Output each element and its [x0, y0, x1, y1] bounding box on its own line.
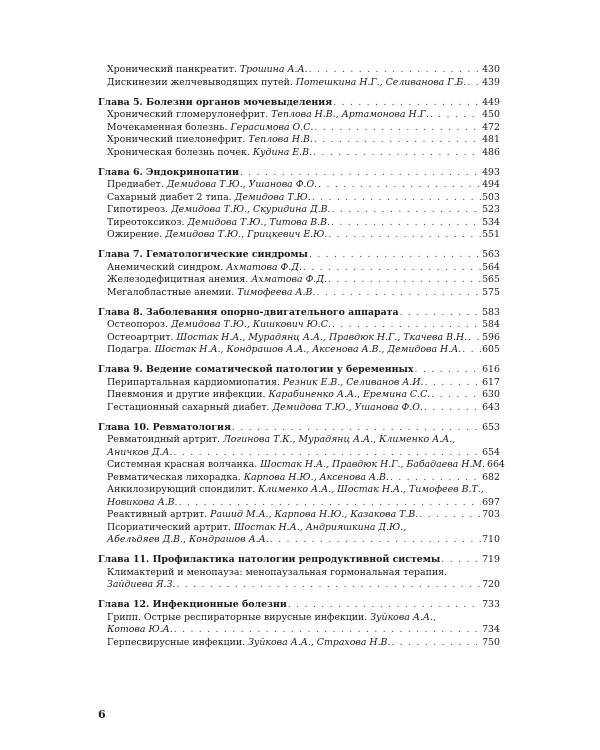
chapter-heading — [98, 167, 500, 180]
entry-title: Реактивный артрит. — [107, 509, 208, 520]
entry-authors: Шостак Н.А., Правдюк Н.Г., Бабадаева Н.М. — [260, 459, 485, 470]
entry-title: Пневмония и другие инфекции. — [107, 389, 266, 400]
entry-title: Мочекаменная болезнь. — [107, 121, 228, 133]
toc-section — [98, 307, 500, 357]
entry-page: 584 — [482, 319, 500, 330]
dot-leader — [441, 554, 481, 567]
entry-page: 697 — [482, 496, 500, 508]
entry-authors: Логинова Т.К., Мурадянц А.А., Клименко А.А., — [222, 434, 456, 445]
entry-page: 564 — [482, 261, 500, 273]
toc-entry — [98, 637, 500, 650]
entry-authors: Тимофеева А.В. — [237, 286, 316, 298]
dot-leader — [425, 377, 482, 390]
dot-leader — [462, 344, 481, 357]
toc-entry — [98, 459, 505, 472]
entry-authors: Демидова Т.Ю., Ушанова Ф.О. — [166, 179, 318, 190]
entry-text — [107, 287, 315, 300]
dot-leader — [309, 64, 482, 77]
chapter-page: 653 — [482, 421, 500, 433]
entry-text — [107, 344, 461, 357]
entry-page: 734 — [482, 624, 500, 635]
chapter-page: 733 — [482, 599, 500, 610]
entry-authors: Герасимова О.С. — [230, 121, 314, 133]
dot-leader — [316, 287, 481, 300]
entry-text — [107, 459, 485, 472]
toc-entry — [98, 64, 500, 77]
chapter-heading — [98, 307, 500, 320]
toc-entry — [98, 192, 500, 205]
toc-entry — [98, 579, 500, 592]
toc-entry — [98, 122, 500, 135]
dot-leader — [332, 319, 481, 332]
toc-entry — [98, 402, 500, 415]
entry-authors: Демидова Т.Ю., Титова В.В. — [187, 216, 331, 228]
entry-text — [107, 472, 389, 485]
toc-entry — [98, 447, 500, 460]
chapter-title: Глава 6. Эндокринопатии — [98, 166, 239, 178]
entry-page: 720 — [482, 579, 500, 590]
dot-leader — [174, 447, 482, 460]
entry-authors: Теплова Н.В. — [248, 134, 313, 145]
entry-text — [107, 319, 331, 332]
dot-leader — [174, 624, 481, 637]
toc-entry-line — [98, 484, 500, 497]
chapter-title: Глава 12. Инфекционные болезни — [98, 599, 287, 610]
entry-page: 486 — [482, 146, 500, 158]
toc-entry — [98, 287, 500, 300]
chapter-title: Глава 9. Ведение соматической патологии у беременных — [98, 364, 414, 375]
entry-title: Псориатический артрит. — [107, 521, 231, 533]
entry-authors: Зуйкова А.А., — [370, 611, 436, 623]
entry-text — [107, 192, 311, 205]
chapter-title: Глава 8. Заболевания опорно-двигательного аппарата — [98, 306, 399, 318]
entry-authors-continued: Аничков Д.А. — [107, 446, 173, 458]
entry-page: 430 — [482, 64, 500, 75]
entry-authors: Ахматова Ф.Д. — [251, 274, 327, 285]
toc-entry-line — [98, 434, 500, 447]
entry-title: Хронический панкреатит. — [107, 64, 237, 75]
entry-page: 617 — [482, 376, 500, 388]
entry-continuation — [107, 447, 173, 460]
entry-text — [107, 64, 308, 77]
entry-title: Хронический гломерулонефрит. — [107, 109, 269, 120]
toc-entry — [98, 319, 500, 332]
entry-page: 710 — [482, 534, 500, 545]
entry-page: 682 — [482, 471, 500, 483]
entry-title: Остеоартрит. — [107, 331, 174, 343]
entry-page: 643 — [482, 401, 500, 413]
dot-leader — [288, 599, 481, 612]
entry-text — [107, 134, 313, 147]
toc-section — [98, 64, 500, 89]
dot-leader — [468, 332, 481, 345]
page-number: 6 — [98, 708, 106, 721]
entry-authors: Шостак Н.А., Мурадянц А.А., Правдюк Н.Г., Ткачева В.Н. — [176, 331, 468, 343]
entry-title: Перипартальная кардиомиопатия. — [107, 376, 280, 388]
entry-authors-continued: Зайдиева Я.З. — [107, 579, 176, 590]
dot-leader — [328, 274, 481, 287]
entry-text — [107, 377, 424, 390]
dot-leader — [415, 364, 482, 377]
entry-continuation — [107, 497, 178, 510]
dot-leader — [328, 229, 481, 242]
toc-entry — [98, 344, 500, 357]
entry-title: Остеопороз. — [107, 319, 168, 330]
entry-authors: Потешкина Н.Г., Селиванова Г.Б. — [295, 76, 467, 88]
toc-entry — [98, 262, 500, 275]
chapter-heading — [98, 422, 500, 435]
entry-authors: Трошина А.А. — [239, 64, 308, 75]
entry-authors: Демидова Т.Ю., Кишкович Ю.С. — [170, 319, 331, 330]
dot-leader — [400, 307, 482, 320]
chapter-title: Глава 11. Профилактика патологии репродуктивной системы — [98, 554, 441, 565]
dot-leader — [232, 422, 481, 435]
entry-title: Хроническая болезнь почек. — [107, 146, 250, 158]
dot-leader — [314, 134, 481, 147]
entry-text — [107, 389, 430, 402]
entry-page: 664 — [486, 459, 505, 470]
entry-title: Мегалобластные анемии. — [107, 286, 235, 298]
toc-entry — [98, 509, 500, 522]
entry-title: Тиреотоксикоз. — [107, 216, 185, 228]
entry-page: 596 — [482, 331, 500, 343]
entry-authors: Шостак Н.А., Кондрашов А.А., Аксенова А.В., Демидова Н.А. — [154, 344, 462, 355]
entry-page: 551 — [482, 229, 500, 240]
toc-entry — [98, 389, 500, 402]
entry-text — [107, 229, 327, 242]
chapter-heading — [98, 599, 500, 612]
entry-title: Герпесвирусные инфекции. — [107, 636, 246, 648]
entry-authors: Ахматова Ф.Д. — [226, 261, 302, 273]
dot-leader — [391, 637, 481, 650]
entry-text — [107, 637, 390, 650]
entry-authors: Демидова Т.Ю., Ушанова Ф.О. — [272, 401, 423, 413]
entry-authors: Демидова Т.Ю., Грицкевич Е.Ю. — [165, 229, 328, 240]
dot-leader — [333, 97, 481, 110]
entry-page: 750 — [482, 636, 500, 648]
entry-text — [107, 77, 466, 90]
entry-page: 605 — [482, 344, 500, 355]
toc-section — [98, 421, 505, 547]
toc-entry — [98, 332, 500, 345]
dot-leader — [419, 509, 481, 522]
toc-section — [98, 554, 500, 592]
entry-title: Климактерий и менопауза: менопаузальная гормональная терапия. — [107, 566, 447, 578]
entry-title: Системная красная волчанка. — [107, 459, 258, 470]
toc-entry — [98, 497, 500, 510]
chapter-page: 493 — [482, 166, 500, 178]
entry-page: 439 — [482, 76, 500, 88]
chapter-title: Глава 5. Болезни органов мочевыделения — [98, 96, 333, 108]
entry-title: Ревматическая лихорадка. — [107, 471, 241, 483]
toc-entry-line — [98, 522, 500, 535]
toc-entry — [98, 179, 500, 192]
chapter-heading — [98, 97, 500, 110]
dot-leader — [313, 147, 481, 160]
entry-title: Грипп. Острые респираторные вирусные инфекции. — [107, 611, 368, 623]
dot-leader — [430, 109, 481, 122]
entry-authors-continued: Котова Ю.А. — [107, 624, 173, 635]
entry-page: 575 — [482, 286, 500, 298]
entry-text — [107, 204, 330, 217]
entry-authors: Рашид М.А., Карпова Н.Ю., Казакова Т.В. — [210, 509, 419, 520]
toc-entry — [98, 204, 500, 217]
entry-title: Предиабет. — [107, 179, 164, 190]
toc-entry — [98, 217, 500, 230]
entry-page: 494 — [482, 179, 500, 190]
toc-entry — [98, 624, 500, 637]
toc-section — [98, 97, 500, 160]
entry-continuation — [107, 579, 175, 592]
dot-leader — [179, 497, 482, 510]
entry-page: 472 — [482, 121, 500, 133]
dot-leader — [314, 122, 481, 135]
toc-section — [98, 167, 500, 242]
chapter-page: 449 — [482, 96, 500, 108]
entry-title: Гестационный сахарный диабет. — [107, 401, 270, 413]
dot-leader — [331, 204, 481, 217]
dot-leader — [303, 262, 481, 275]
dot-leader — [270, 534, 481, 547]
chapter-page: 719 — [482, 554, 500, 565]
chapter-page: 583 — [482, 306, 500, 318]
entry-authors-continued: Новикова А.В. — [107, 496, 178, 508]
toc-entry — [98, 377, 500, 390]
toc-entry — [98, 274, 500, 287]
entry-page: 503 — [482, 191, 500, 203]
chapter-heading — [98, 554, 500, 567]
entry-title: Хронический пиелонефрит. — [107, 134, 246, 145]
entry-title: Сахарный диабет 2 типа. — [107, 191, 232, 203]
entry-authors: Резник Е.В., Селиванов А.И. — [282, 376, 424, 388]
toc-section — [98, 249, 500, 299]
entry-title: Гипотиреоз. — [107, 204, 169, 215]
entry-title: Железодефицитная анемия. — [107, 274, 249, 285]
dot-leader — [318, 179, 481, 192]
toc-entry — [98, 229, 500, 242]
entry-authors: Демидова Т.Ю. — [234, 191, 311, 203]
entry-text — [107, 402, 423, 415]
entry-text — [107, 262, 302, 275]
entry-page: 630 — [482, 389, 500, 400]
entry-authors: Кудина Е.В. — [252, 146, 312, 158]
toc-entry — [98, 77, 500, 90]
toc-entry — [98, 109, 500, 122]
table-of-contents — [98, 64, 505, 657]
toc-entry — [98, 147, 500, 160]
chapter-page: 616 — [482, 364, 500, 375]
toc-entry-line — [98, 567, 500, 580]
dot-leader — [431, 389, 481, 402]
entry-page: 654 — [482, 446, 500, 458]
dot-leader — [312, 192, 481, 205]
entry-authors: Карабиненко А.А., Еремина С.С. — [268, 389, 431, 400]
entry-authors: Зуйкова А.А., Страхова Н.В. — [248, 636, 391, 648]
toc-section — [98, 599, 500, 649]
entry-page: 565 — [482, 274, 500, 285]
entry-page: 534 — [482, 216, 500, 228]
entry-continuation — [107, 534, 269, 547]
dot-leader — [176, 579, 481, 592]
chapter-heading — [98, 364, 500, 377]
entry-title: Ревматоидный артрит. — [107, 434, 220, 445]
entry-title: Дискинезии желчевыводящих путей. — [107, 76, 293, 88]
entry-title: Ожирение. — [107, 229, 163, 240]
toc-entry-line — [98, 612, 500, 625]
entry-title: Анемический синдром. — [107, 261, 224, 273]
entry-text — [107, 332, 467, 345]
chapter-page: 563 — [482, 249, 500, 260]
entry-authors-continued: Абельдяев Д.В., Кондрашов А.А. — [107, 534, 269, 545]
entry-page: 703 — [482, 509, 500, 520]
entry-title: Подагра. — [107, 344, 152, 355]
entry-text — [107, 147, 312, 160]
toc-entry — [98, 134, 500, 147]
toc-section — [98, 364, 500, 414]
dot-leader — [467, 77, 481, 90]
chapter-title: Глава 10. Ревматология — [98, 421, 231, 433]
dot-leader — [331, 217, 481, 230]
entry-text — [107, 217, 330, 230]
entry-text — [107, 179, 317, 192]
toc-entry — [98, 534, 500, 547]
entry-page: 523 — [482, 204, 500, 215]
toc-entry — [98, 472, 500, 485]
chapter-title: Глава 7. Гематологические синдромы — [98, 249, 308, 260]
entry-title: Анкилозирующий спондилит. — [107, 484, 256, 495]
dot-leader — [309, 249, 481, 262]
dot-leader — [240, 167, 481, 180]
entry-authors: Теплова Н.В., Артамонова Н.Г. — [271, 109, 429, 120]
dot-leader — [424, 402, 481, 415]
chapter-heading — [98, 249, 500, 262]
entry-page: 450 — [482, 109, 500, 120]
entry-text — [107, 109, 429, 122]
entry-authors: Карпова Н.Ю., Аксенова А.В. — [243, 471, 389, 483]
entry-text — [107, 509, 418, 522]
entry-continuation — [107, 624, 173, 637]
entry-authors: Шостак Н.А., Андрияшкина Д.Ю., — [233, 521, 407, 533]
entry-text — [107, 274, 327, 287]
entry-authors: Клименко А.А., Шостак Н.А., Тимофеев В.Т., — [258, 484, 484, 495]
dot-leader — [390, 472, 481, 485]
entry-text — [107, 122, 313, 135]
entry-authors: Демидова Т.Ю., Скуридина Д.В. — [171, 204, 331, 215]
entry-page: 481 — [482, 134, 500, 145]
